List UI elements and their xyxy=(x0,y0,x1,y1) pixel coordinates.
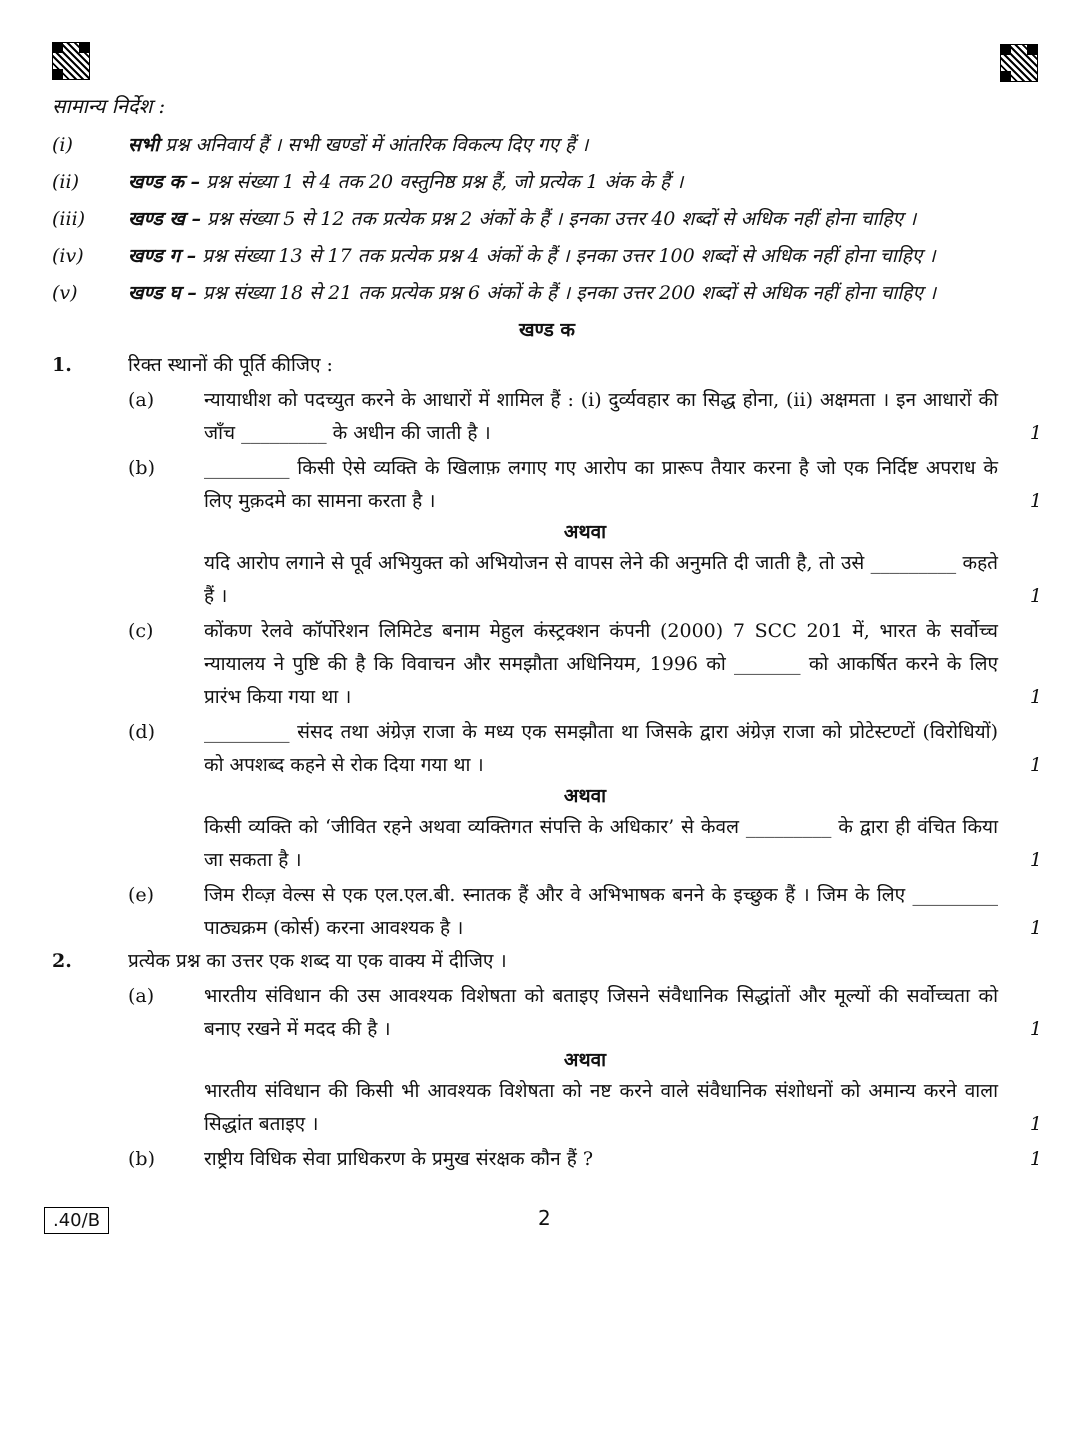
alternative-2a xyxy=(204,1075,1042,1141)
qr-code-left xyxy=(52,42,90,80)
question-text: रिक्त स्थानों की पूर्ति कीजिए : xyxy=(128,354,333,376)
instruction-bold: खण्ड ग – xyxy=(128,245,197,267)
subquestion-1e xyxy=(128,879,1042,945)
alternative-text: यदि आरोप लगाने से पूर्व अभियुक्त को अभियोजन से वापस लेने की अनुमति दी जाती है, तो उसे _________ कहते हैं । xyxy=(204,552,998,607)
qr-code-right xyxy=(1000,44,1038,82)
subquestion-label: (e) xyxy=(128,884,155,906)
page-number: 2 xyxy=(538,1206,551,1230)
general-instructions-heading: सामान्य निर्देश : xyxy=(52,94,166,118)
marks: 1 xyxy=(1029,422,1042,444)
instruction-text: प्रश्न संख्या 1 से 4 तक 20 वस्तुनिष्ठ प्रश्न हैं, जो प्रत्येक 1 अंक के हैं । xyxy=(200,171,684,193)
question-1 xyxy=(52,349,1042,382)
instruction-text: प्रश्न संख्या 18 से 21 तक प्रत्येक प्रश्न 6 अंकों के हैं । इनका उत्तर 200 शब्दों से अधिक नहीं होना चाहिए । xyxy=(196,282,937,304)
instruction-bold: खण्ड ख – xyxy=(128,208,202,230)
alternative-1b xyxy=(204,547,1042,613)
or-label: अथवा xyxy=(563,1049,607,1071)
subquestion-2a xyxy=(128,980,1042,1046)
subquestion-text: जिम रीव्ज़ वेल्स से एक एल.एल.बी. स्नातक हैं और वे अभिभाषक बनने के इच्छुक हैं । जिम के लिए _________ पाठ्यक्रम (कोर्स) करना आवश्यक है । xyxy=(204,884,998,939)
instruction-text: प्रश्न अनिवार्य हैं । सभी खण्डों में आंतरिक विकल्प दिए गए हैं । xyxy=(159,134,589,156)
instruction-item xyxy=(52,203,1042,236)
subquestion-text: न्यायाधीश को पदच्युत करने के आधारों में शामिल हैं : (i) दुर्व्यवहार का सिद्ध होना, (ii) अक्षमता । इन आधारों की जाँच _________ के अधीन की जाती है । xyxy=(204,389,998,444)
or-label: अथवा xyxy=(563,785,607,807)
instruction-item xyxy=(52,240,1042,273)
marks: 1 xyxy=(1029,1148,1042,1170)
or-label: अथवा xyxy=(563,521,607,543)
subquestion-label: (a) xyxy=(128,985,155,1007)
question-2 xyxy=(52,945,1042,978)
instruction-item xyxy=(52,129,1042,162)
marks: 1 xyxy=(1029,585,1042,607)
subquestion-label: (a) xyxy=(128,389,155,411)
instruction-number: (i) xyxy=(52,134,73,156)
marks: 1 xyxy=(1029,490,1042,512)
subquestion-text: _________ किसी ऐसे व्यक्ति के खिलाफ़ लगाए गए आरोप का प्रारूप तैयार करना है जो एक निर्दिष्ट अपराध के लिए मुक़दमे का सामना करता है । xyxy=(204,457,998,512)
marks: 1 xyxy=(1029,754,1042,776)
instruction-text: प्रश्न संख्या 13 से 17 तक प्रत्येक प्रश्न 4 अंकों के हैं । इनका उत्तर 100 शब्दों से अधिक नहीं होना चाहिए । xyxy=(196,245,936,267)
subquestion-1d xyxy=(128,716,1042,782)
subquestion-label: (d) xyxy=(128,721,155,743)
marks: 1 xyxy=(1029,917,1042,939)
alternative-text: भारतीय संविधान की किसी भी आवश्यक विशेषता को नष्ट करने वाले संवैधानिक संशोधनों को अमान्य करने वाला सिद्धांत बताइए । xyxy=(204,1080,998,1135)
instruction-bold: खण्ड घ – xyxy=(128,282,197,304)
subquestion-label: (c) xyxy=(128,620,154,642)
marks: 1 xyxy=(1029,849,1042,871)
subquestion-1c xyxy=(128,615,1042,714)
section-title: खण्ड क xyxy=(519,319,575,341)
alternative-text: किसी व्यक्ति को ‘जीवित रहने अथवा व्यक्तिगत संपत्ति के अधिकार’ से केवल _________ के द्वारा ही वंचित किया जा सकता है । xyxy=(204,816,998,871)
marks: 1 xyxy=(1029,1113,1042,1135)
subquestion-text: _________ संसद तथा अंग्रेज़ राजा के मध्य एक समझौता था जिसके द्वारा अंग्रेज़ राजा को प्रोटेस्टण्टों (विरोधियों) को अपशब्द कहने से रोक दिया गया था । xyxy=(204,721,998,776)
question-number: 1. xyxy=(52,354,72,376)
question-text: प्रत्येक प्रश्न का उत्तर एक शब्द या एक वाक्य में दीजिए । xyxy=(128,950,507,972)
question-paper-page xyxy=(52,90,1042,1176)
subquestion-2b xyxy=(128,1143,1042,1176)
subquestion-text: कोंकण रेलवे कॉर्पोरेशन लिमिटेड बनाम मेहुल कंस्ट्रक्शन कंपनी (2000) 7 SCC 201 में, भारत के सर्वोच्च न्यायालय ने पुष्टि की है कि विवाचन और समझौता अधिनियम, 1996 को _______ को आकर्षित करने के लिए प्रारंभ किया गया था । xyxy=(204,620,998,708)
instruction-number: (v) xyxy=(52,282,78,304)
instruction-bold: सभी xyxy=(128,134,160,156)
instruction-number: (iii) xyxy=(52,208,86,230)
question-number: 2. xyxy=(52,950,72,972)
instruction-text: प्रश्न संख्या 5 से 12 तक प्रत्येक प्रश्न 2 अंकों के हैं । इनका उत्तर 40 शब्दों से अधिक नहीं होना चाहिए । xyxy=(201,208,917,230)
subquestion-1b xyxy=(128,452,1042,518)
marks: 1 xyxy=(1029,686,1042,708)
instruction-number: (iv) xyxy=(52,245,84,267)
instruction-bold: खण्ड क – xyxy=(128,171,201,193)
instruction-item xyxy=(52,277,1042,310)
alternative-1d xyxy=(204,811,1042,877)
subquestion-1a xyxy=(128,384,1042,450)
subquestion-label: (b) xyxy=(128,457,155,479)
marks: 1 xyxy=(1029,1018,1042,1040)
subquestion-text: राष्ट्रीय विधिक सेवा प्राधिकरण के प्रमुख संरक्षक कौन हैं ? xyxy=(204,1148,594,1170)
subquestion-text: भारतीय संविधान की उस आवश्यक विशेषता को बताइए जिसने संवैधानिक सिद्धांतों और मूल्यों की सर्वोच्चता को बनाए रखने में मदद की है । xyxy=(204,985,998,1040)
instruction-number: (ii) xyxy=(52,171,79,193)
paper-code: .40/B xyxy=(44,1207,109,1234)
subquestion-label: (b) xyxy=(128,1148,155,1170)
instruction-item xyxy=(52,166,1042,199)
